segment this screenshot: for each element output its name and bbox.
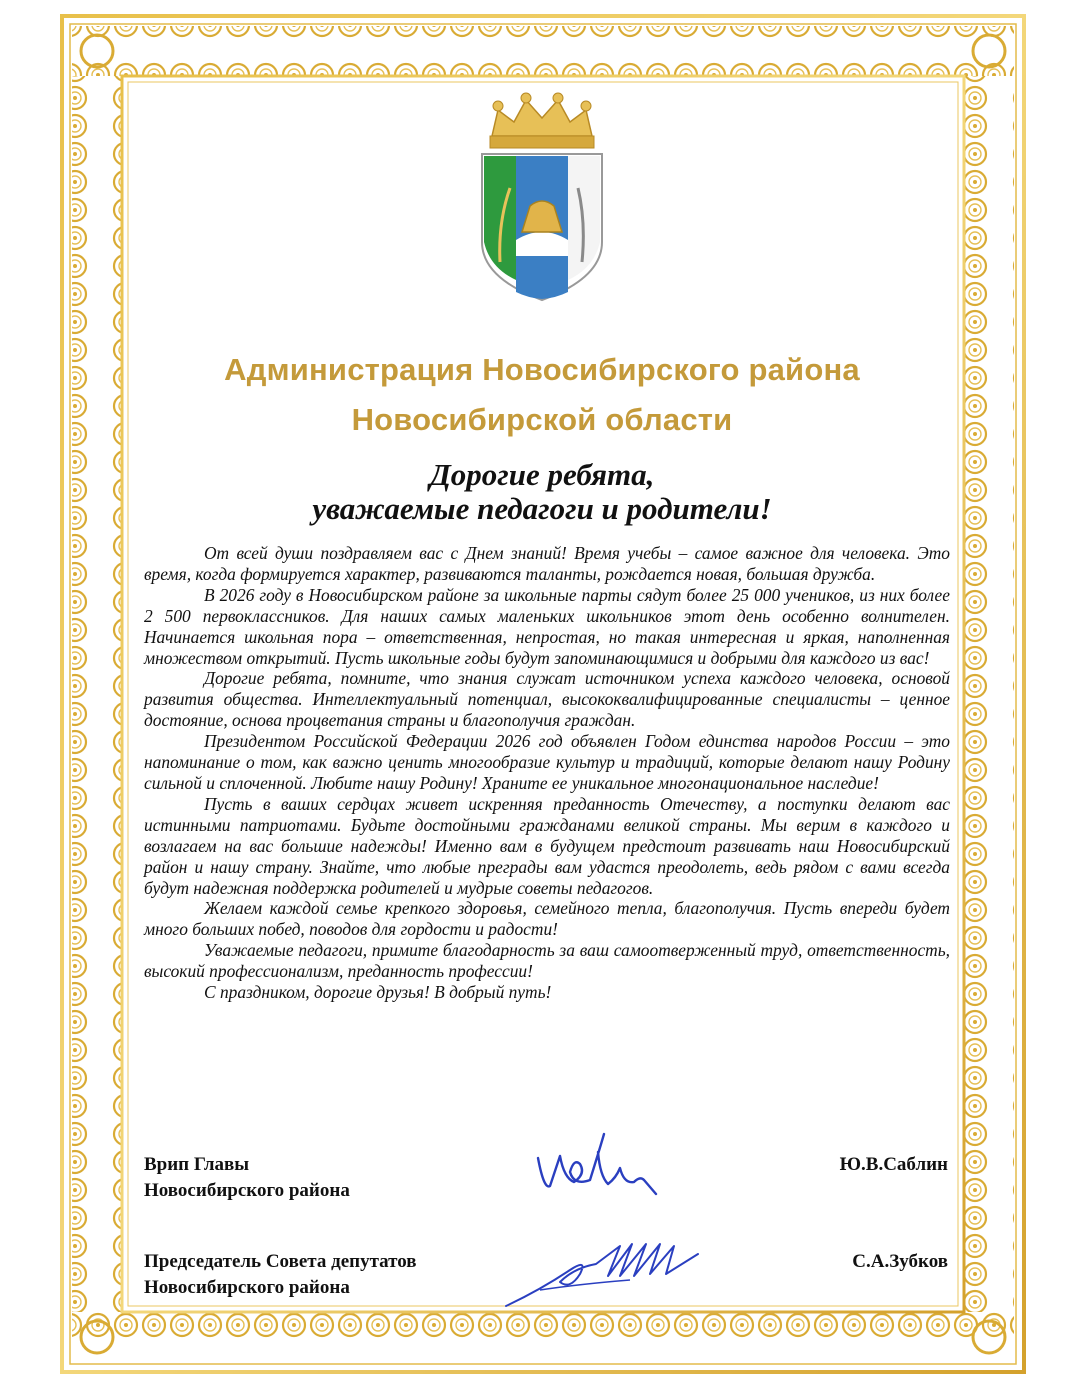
- signatory-role-line1: Врип Главы: [144, 1154, 250, 1175]
- letter-body: [144, 543, 950, 1003]
- paragraph: С праздником, дорогие друзья! В добрый путь!: [204, 982, 552, 1003]
- paragraph: Уважаемые педагоги, примите благодарность за ваш самоотверженный труд, ответственность, высокий профессионализм, преданность профессии!: [144, 940, 950, 982]
- signatory-role-line1: Председатель Совета депутатов: [144, 1251, 417, 1272]
- signatory-name-2: С.А.Зубков: [852, 1251, 948, 1272]
- paragraph: Желаем каждой семье крепкого здоровья, семейного тепла, благополучия. Пусть впереди будет много больших побед, поводов для гордости и радости!: [144, 898, 950, 940]
- salutation-line1: Дорогие ребята,: [429, 457, 655, 492]
- signatory-role-1: [144, 1152, 350, 1204]
- handwritten-signature: [530, 1128, 670, 1203]
- signatory-role-line2: Новосибирского района: [144, 1180, 350, 1201]
- coat-of-arms-icon: [470, 92, 614, 302]
- paragraph: Пусть в ваших сердцах живет искренняя преданность Отечеству, а поступки делают вас истинными патриотами. Будьте достойными гражданами великой страны. Мы верим в каждого и возлагаем на вас большие надежды! Именно вам в будущем предстоит развивать наш Новосибирский район и нашу страну. Знайте, что любые преграды вам удастся преодолеть, ведь рядом с вами всегда будут надежная поддержка родителей и мудрые советы педагогов.: [144, 793, 950, 898]
- paragraph: В 2026 году в Новосибирском районе за школьные парты сядут более 25 000 учеников, из них более 2 500 первоклассников. Для наших самых маленьких школьников этот день особенно волнителен. Начинается школьная пора – ответственная, непростая, но такая интересная и яркая, наполненная множеством открытий. Пусть школьные годы будут запоминающимися и добрыми для каждого из вас!: [144, 584, 950, 668]
- signatory-role-2: [144, 1249, 417, 1301]
- signatory-role-line2: Новосибирского района: [144, 1277, 350, 1298]
- organization-title-line1: Администрация Новосибирского района: [224, 352, 860, 387]
- signatory-name-1: Ю.В.Саблин: [839, 1154, 948, 1175]
- handwritten-signature: [500, 1240, 710, 1310]
- crown-icon: [490, 93, 594, 148]
- paragraph: Дорогие ребята, помните, что знания служат источником успеха каждого человека, основой развития общества. Интеллектуальный потенциал, высококвалифицированные специалисты – ценное достояние, основа процветания страны и благополучия граждан.: [144, 668, 950, 731]
- organization-title-line2: Новосибирской области: [351, 402, 733, 437]
- paragraph: Президентом Российской Федерации 2026 год объявлен Годом единства народов России – это напоминание о том, как важно ценить многообразие культур и традиций, которые делают нашу Родину сильной и сплоченной. Любите нашу Родину! Храните ее уникальное многонациональное наследие!: [144, 731, 950, 793]
- paragraph: От всей души поздравляем вас с Днем знаний! Время учебы – самое важное для человека. Это время, когда формируется характер, развиваются таланты, рождается новая, большая дружба.: [144, 543, 950, 584]
- salutation-line2: уважаемые педагоги и родители!: [312, 491, 772, 526]
